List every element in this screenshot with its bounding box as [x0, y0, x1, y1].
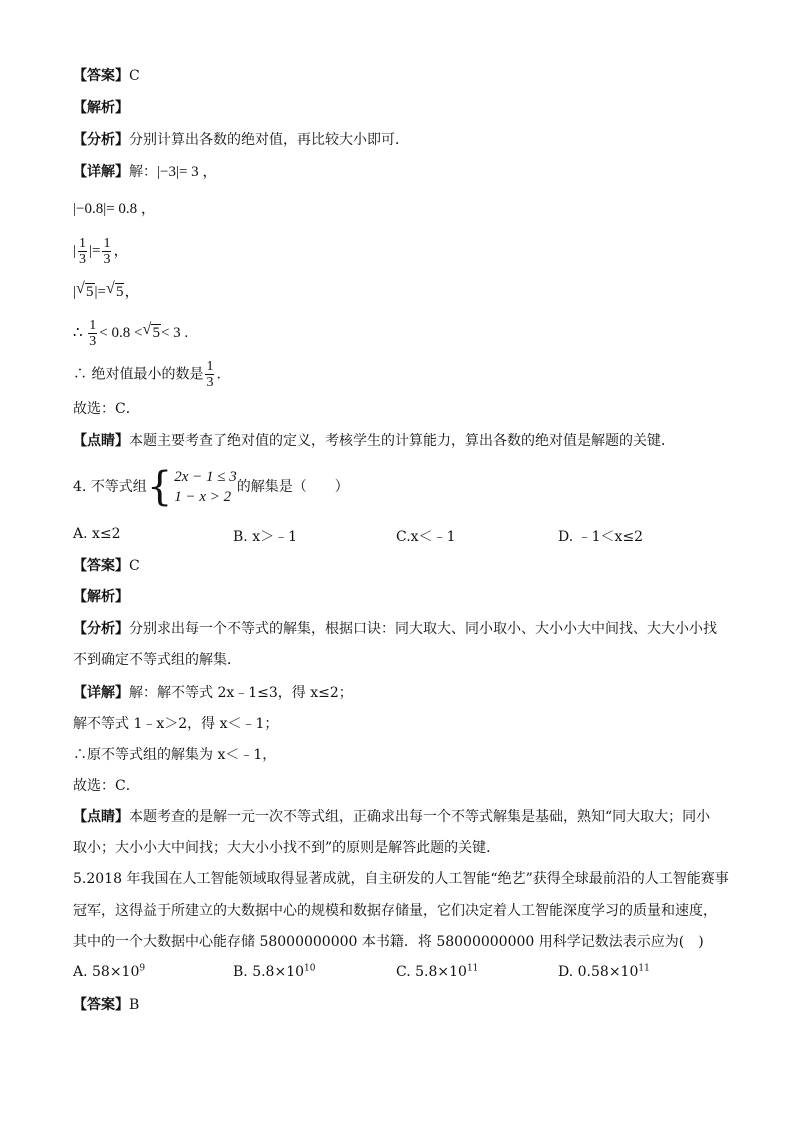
- q4-answer: [73, 557, 140, 575]
- answer-value: B: [129, 997, 140, 1013]
- sqrt-5: [142, 324, 161, 342]
- dianjing-tag: 【点睛】: [73, 809, 129, 825]
- fenxi-text: 分别计算出各数的绝对值，再比较大小即可．: [129, 132, 409, 148]
- question-number: 5.: [73, 871, 87, 887]
- q4-dianjing-2: 取小；大小小大中间找；大大小小找不到”的原则是解答此题的关键．: [73, 840, 501, 856]
- option-exponent: 9: [139, 963, 146, 974]
- abs-equals: |=: [89, 242, 101, 259]
- option-label: C.: [396, 964, 411, 980]
- abs-bar: |: [73, 242, 77, 259]
- option-exponent: 10: [304, 963, 316, 974]
- option-base: 5.8×10: [415, 964, 467, 980]
- q4-option-a[interactable]: [73, 526, 121, 542]
- option-exponent: 11: [466, 963, 479, 974]
- q5-option-c[interactable]: [396, 964, 478, 980]
- answer-tag: 【答案】: [73, 558, 129, 574]
- q4-option-c[interactable]: [396, 526, 455, 546]
- question-number: 4.: [73, 479, 87, 495]
- radicand: 5: [152, 324, 160, 341]
- eq-abs-neg3: |−3|= 3 ，: [157, 164, 218, 180]
- compare-tail: < 3 .: [160, 324, 189, 341]
- frac-den: 3: [206, 375, 214, 390]
- option-label: C.: [396, 529, 411, 545]
- fraction: [78, 236, 87, 267]
- q4-option-b[interactable]: [233, 526, 297, 546]
- left-brace-icon: {: [146, 464, 173, 510]
- therefore: ∴: [73, 324, 83, 341]
- answer-tag: 【答案】: [73, 68, 129, 84]
- q5-stem-1: [73, 870, 729, 888]
- inequality-1: 2x − 1 ≤ 3: [174, 469, 237, 485]
- frac-den: 3: [89, 334, 97, 349]
- q5-option-b[interactable]: [233, 964, 315, 980]
- period: .: [216, 366, 221, 383]
- frac-num: 1: [206, 359, 214, 374]
- q4-step-2: 解不等式 1﹣x＞2，得 x＜﹣1；: [73, 716, 279, 732]
- xiangjie-lead: 解：: [129, 164, 157, 180]
- fenxi-tag: 【分析】: [73, 621, 129, 637]
- comma: ，: [124, 284, 140, 300]
- inequality-system: [146, 464, 237, 510]
- eq-compare: [73, 318, 188, 349]
- answer-value: C: [129, 68, 140, 84]
- conclusion-text: ∴ 绝对值最小的数是: [73, 366, 204, 383]
- frac-num: 1: [89, 318, 97, 333]
- q3-fenxi: [73, 131, 409, 149]
- option-label: B.: [233, 964, 248, 980]
- inequality-2: 1 − x > 2: [174, 489, 232, 505]
- q4-step-3: ∴原不等式组的解集为 x＜﹣1，: [73, 747, 277, 763]
- option-text: x＞﹣1: [252, 529, 298, 545]
- q4-fenxi-2: 不到确定不等式组的解集．: [73, 652, 241, 668]
- eq-conclusion: [73, 359, 221, 390]
- dianjing-text: 本题考查的是解一元一次不等式组，正确求出每一个不等式解集是基础，熟知“同大取大；同小: [129, 809, 711, 825]
- answer-tag: 【答案】: [73, 997, 129, 1013]
- option-label: A.: [73, 526, 88, 542]
- dianjing-tag: 【点睛】: [73, 433, 129, 449]
- stem-tail: 的解集是（ ）: [236, 479, 349, 495]
- option-label: D.: [558, 529, 574, 545]
- answer-value: C: [129, 558, 140, 574]
- q4-dianjing-1: [73, 808, 710, 826]
- q4-fenxi-1: [73, 620, 717, 638]
- dianjing-text: 本题主要考查了绝对值的定义，考核学生的计算能力，算出各数的绝对值是解题的关键．: [129, 433, 675, 449]
- q3-dianjing: [73, 432, 675, 450]
- sqrt-5: [76, 283, 95, 301]
- option-text: x≤2: [92, 526, 121, 542]
- q5-answer: [73, 996, 139, 1014]
- q3-choose: 故选：C．: [73, 401, 140, 417]
- xiangjie-tag: 【详解】: [73, 164, 129, 180]
- fenxi-text: 分别求出每一个不等式的解集，根据口诀：同大取大、同小取小、大小小大中间找、大大小小找: [129, 621, 717, 637]
- frac-den: 3: [103, 252, 111, 267]
- q4-choose: 故选：C．: [73, 778, 140, 794]
- q3-answer: [73, 67, 140, 85]
- frac-num: 1: [79, 236, 87, 251]
- q5-option-a[interactable]: [73, 964, 145, 980]
- q5-option-d[interactable]: [558, 964, 650, 980]
- stem-lead: 不等式组: [90, 479, 147, 495]
- abs-bar: |: [73, 284, 77, 300]
- radicand: 5: [86, 284, 94, 300]
- sqrt-5: [106, 283, 125, 301]
- option-label: D.: [558, 964, 574, 980]
- stem-text: 2018 年我国在人工智能领域取得显著成就，自主研发的人工智能“绝艺”获得全球最前沿的人工智能赛事: [86, 871, 729, 887]
- eq-abs-third: [73, 236, 129, 267]
- eq-abs-neg08: |−0.8|= 0.8 ，: [73, 201, 156, 217]
- option-base: 58×10: [92, 964, 140, 980]
- option-base: 5.8×10: [252, 964, 305, 980]
- q3-analysis-tag: 【解析】: [73, 100, 129, 116]
- frac-num: 1: [103, 236, 111, 251]
- step-text: 解：解不等式 2x﹣1≤3，得 x≤2；: [129, 685, 353, 701]
- fraction: [88, 318, 97, 349]
- q4-stem: [73, 464, 349, 510]
- fraction: [102, 236, 111, 267]
- option-text: x＜﹣1: [410, 529, 456, 545]
- fraction: [205, 359, 214, 390]
- q5-stem-3: 其中的一个大数据中心能存储 58000000000 本书籍．将 58000000000 用科学记数法表示应为( ): [73, 934, 704, 950]
- q5-stem-2: 冠军，这得益于所建立的大数据中心的规模和数据存储量，它们决定着人工智能深度学习的质量和速度，: [73, 903, 717, 919]
- option-label: A.: [73, 964, 88, 980]
- fenxi-tag: 【分析】: [73, 132, 129, 148]
- q4-analysis-tag: 【解析】: [73, 589, 129, 605]
- q4-xiangjie-1: [73, 684, 353, 702]
- xiangjie-tag: 【详解】: [73, 685, 129, 701]
- option-exponent: 11: [638, 963, 650, 974]
- option-label: B.: [233, 529, 248, 545]
- option-text: ﹣1＜x≤2: [577, 529, 644, 545]
- abs-equals: |=: [94, 284, 106, 300]
- comma: ，: [113, 242, 129, 259]
- q3-xiangjie: [73, 163, 217, 181]
- option-base: 0.58×10: [577, 964, 639, 980]
- frac-den: 3: [79, 252, 87, 267]
- eq-abs-sqrt5: [73, 283, 140, 301]
- q4-option-d[interactable]: [558, 526, 643, 546]
- radicand: 5: [115, 284, 124, 300]
- compare-mid: < 0.8 <: [99, 324, 143, 341]
